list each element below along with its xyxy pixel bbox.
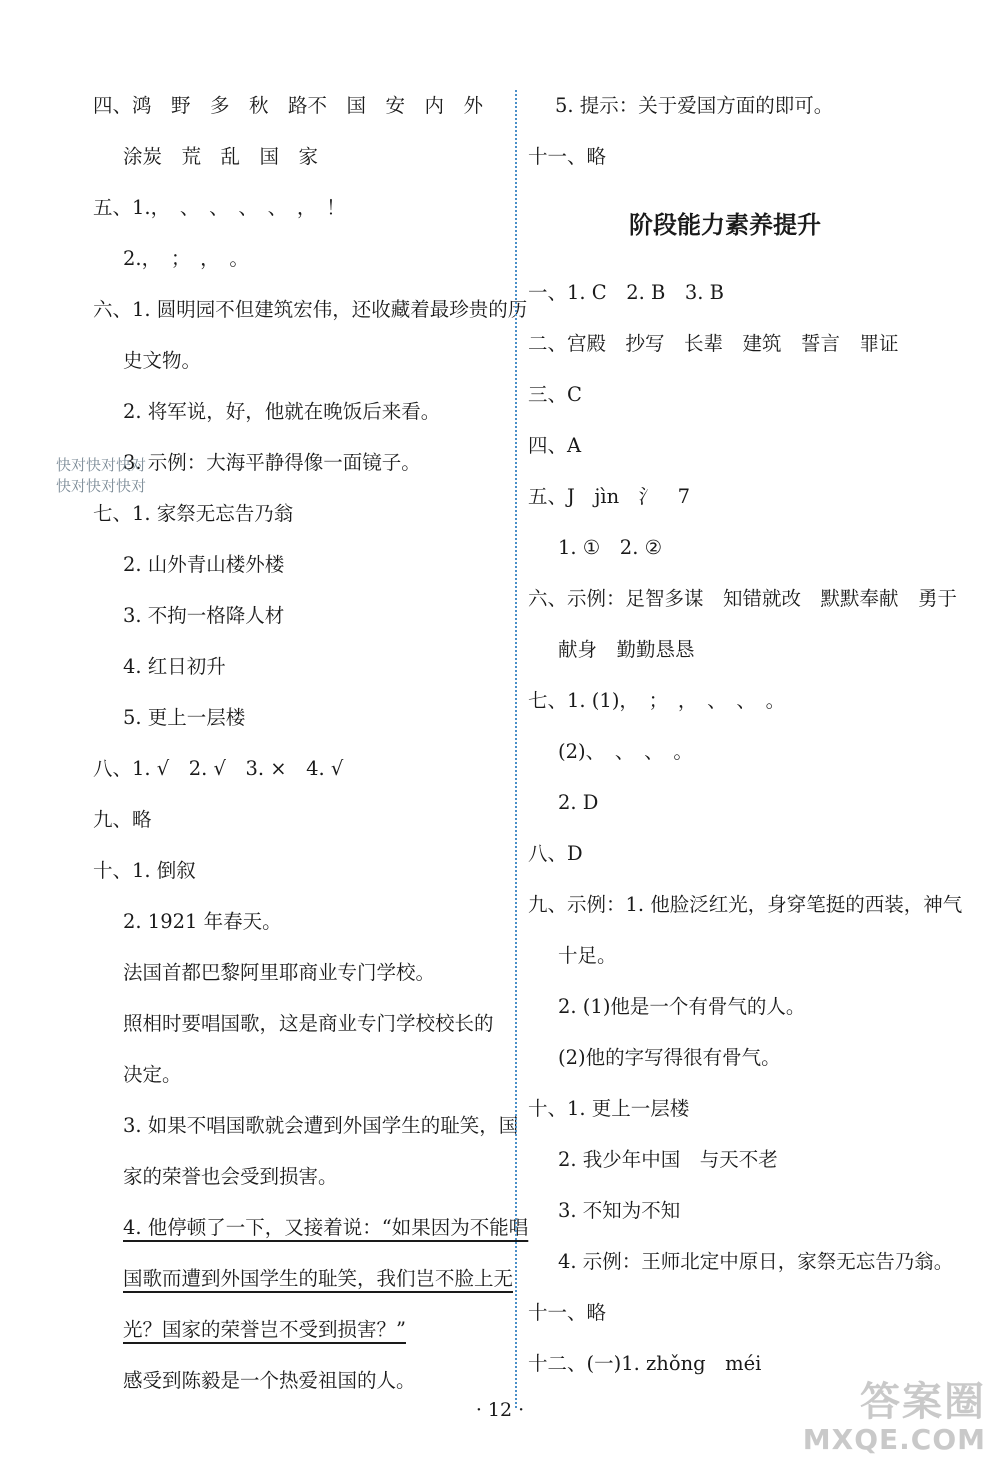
stamp-url-text: MXQE.COM bbox=[802, 1423, 986, 1456]
answer-line: 九、略 bbox=[93, 808, 152, 831]
answer-line: 五、J jìn 氵 7 bbox=[528, 485, 691, 508]
answer-line: 史文物。 bbox=[123, 349, 202, 372]
answer-line: 九、示例：1. 他脸泛红光，身穿笔挺的西装，神气 bbox=[528, 893, 963, 916]
answer-line: (2)他的字写得很有骨气。 bbox=[558, 1046, 781, 1069]
answer-line: 3. 如果不唱国歌就会遭到外国学生的耻笑，国 bbox=[123, 1114, 519, 1137]
answer-line: 一、1. C 2. B 3. B bbox=[528, 281, 724, 304]
answer-line: 五、1.， 、 、 、 、 ， ！ bbox=[93, 196, 346, 219]
page-number: · 12 · bbox=[475, 1399, 525, 1421]
column-divider bbox=[515, 90, 517, 1408]
answer-line: 2. 山外青山楼外楼 bbox=[123, 553, 285, 576]
answer-line: 献身 勤勤恳恳 bbox=[558, 638, 695, 661]
stamp-logo-text: 答案圈 bbox=[860, 1379, 986, 1425]
answer-line: 十一、略 bbox=[528, 1301, 607, 1324]
answer-line: 决定。 bbox=[123, 1063, 182, 1086]
answer-line: 2. 将军说，好，他就在晚饭后来看。 bbox=[123, 400, 441, 423]
answer-line: 三、C bbox=[528, 383, 582, 406]
answer-line: 3. 示例：大海平静得像一面镜子。 bbox=[123, 451, 421, 474]
answer-line: 2.， ； ， 。 bbox=[123, 247, 249, 270]
site-stamp-logo bbox=[766, 1380, 986, 1460]
answer-line-underlined: 国歌而遭到外国学生的耻笑，我们岂不脸上无 bbox=[123, 1267, 514, 1290]
answer-line: 七、1. (1)， ； ， 、 、 。 bbox=[528, 689, 786, 712]
answer-line-underlined: 光？国家的荣誉岂不受到损害？” bbox=[123, 1318, 406, 1341]
answer-line: 四、A bbox=[528, 434, 582, 457]
watermark-text: 快对快对快对 bbox=[56, 477, 147, 495]
answer-line: 七、1. 家祭无忘告乃翁 bbox=[93, 502, 294, 525]
answer-line: 家的荣誉也会受到损害。 bbox=[123, 1165, 338, 1188]
answer-line: 四、鸿 野 多 秋 路不 国 安 内 外 bbox=[93, 94, 484, 117]
answer-line: 4. 红日初升 bbox=[123, 655, 226, 678]
answer-line: 十足。 bbox=[558, 944, 617, 967]
answer-line: 2. 我少年中国 与天不老 bbox=[558, 1148, 778, 1171]
answer-line: 2. (1)他是一个有骨气的人。 bbox=[558, 995, 806, 1018]
answer-line: 法国首都巴黎阿里耶商业专门学校。 bbox=[123, 961, 436, 984]
answer-line: 3. 不拘一格降人材 bbox=[123, 604, 285, 627]
answer-line: 二、宫殿 抄写 长辈 建筑 誓言 罪证 bbox=[528, 332, 899, 355]
answer-line: 六、示例：足智多谋 知错就改 默默奉献 勇于 bbox=[528, 587, 958, 610]
answer-line: 4. 示例：王师北定中原日，家祭无忘告乃翁。 bbox=[558, 1250, 954, 1273]
answer-line: 十二、(一)1. zhǒng méi bbox=[528, 1352, 762, 1375]
answer-line: 1. ① 2. ② bbox=[558, 536, 663, 559]
answer-line: 涂炭 荒 乱 国 家 bbox=[123, 145, 319, 168]
answer-line: 照相时要唱国歌，这是商业专门学校校长的 bbox=[123, 1012, 494, 1035]
answer-line: 感受到陈毅是一个热爱祖国的人。 bbox=[123, 1369, 416, 1392]
answer-line: 十、1. 倒叙 bbox=[93, 859, 196, 882]
watermark-text: 快对快对快对 bbox=[56, 456, 147, 474]
answer-line: 5. 更上一层楼 bbox=[123, 706, 246, 729]
answer-line: 六、1. 圆明园不但建筑宏伟，还收藏着最珍贵的历 bbox=[93, 298, 528, 321]
answer-line: (2)、 、 、 。 bbox=[558, 740, 693, 763]
answer-line: 十一、略 bbox=[528, 145, 607, 168]
answer-line: 2. D bbox=[558, 791, 599, 814]
answer-line: 八、D bbox=[528, 842, 583, 865]
answer-line: 2. 1921 年春天。 bbox=[123, 910, 282, 933]
answer-line: 3. 不知为不知 bbox=[558, 1199, 681, 1222]
section-title: 阶段能力素养提升 bbox=[629, 211, 821, 239]
answer-line: 十、1. 更上一层楼 bbox=[528, 1097, 690, 1120]
answer-line: 5. 提示：关于爱国方面的即可。 bbox=[555, 94, 834, 117]
answer-line-underlined: 4. 他停顿了一下，又接着说：“如果因为不能唱 bbox=[123, 1216, 529, 1239]
answer-line: 八、1. √ 2. √ 3. × 4. √ bbox=[93, 757, 344, 780]
